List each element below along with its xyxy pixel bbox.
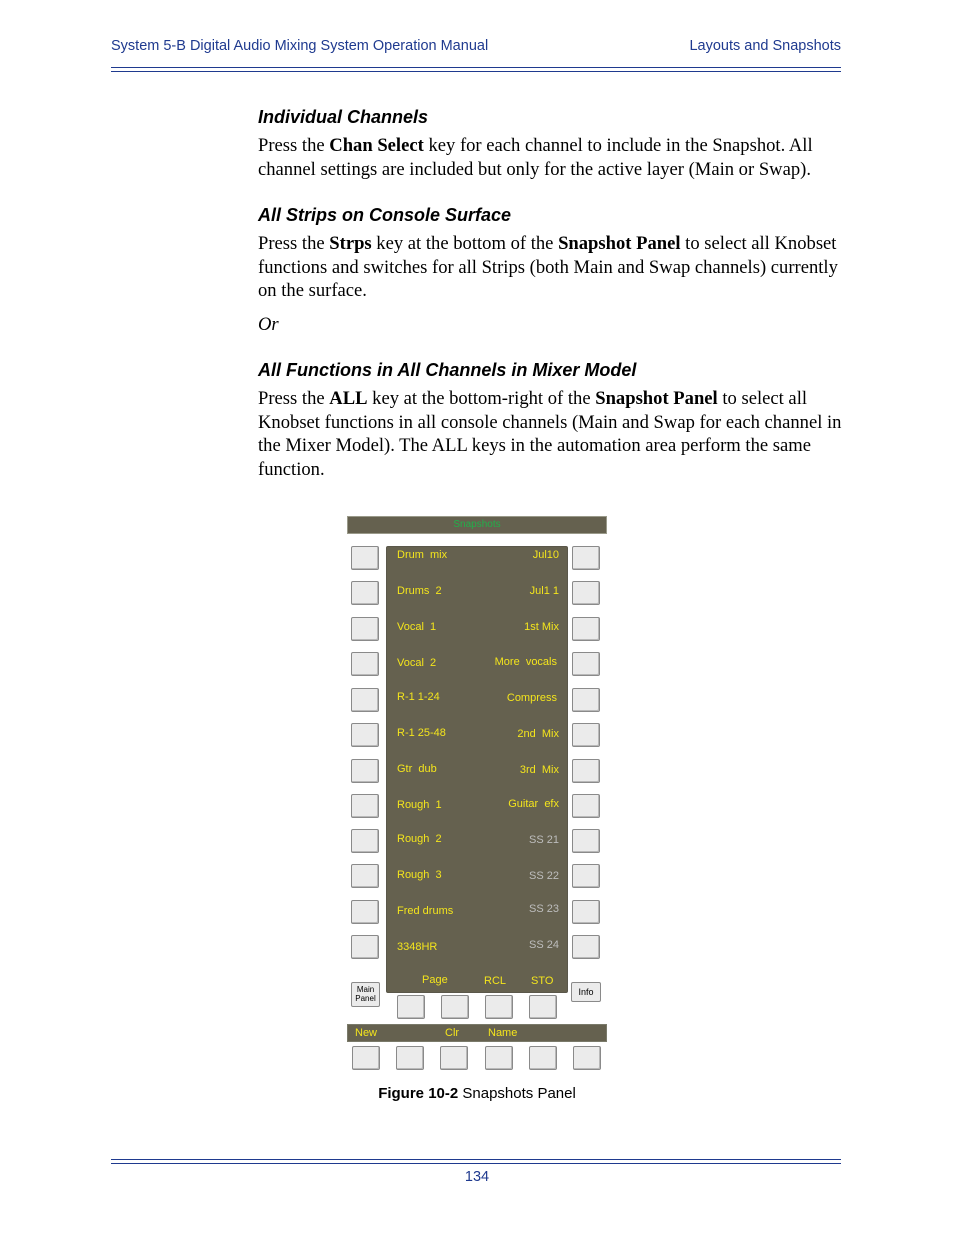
clr-button[interactable] [440,1046,468,1070]
snapshot-name-right: SS 23 [529,903,559,915]
snapshot-name-left: R-1 1-24 [397,691,440,703]
snapshot-name-right: SS 22 [529,870,559,882]
panel-title: Snapshots [453,519,501,530]
snapshot-select-key-right-6[interactable] [572,723,600,747]
bottom-key-6[interactable] [573,1046,601,1070]
snapshot-name-right: More vocals [494,656,557,668]
snapshot-select-key-right-11[interactable] [572,900,600,924]
snapshot-name-right: SS 21 [529,834,559,846]
snapshot-name-left: R-1 25-48 [397,727,446,739]
rcl-softkey[interactable] [485,995,513,1019]
snapshot-name-left: Gtr dub [397,763,437,775]
snapshot-select-key-right-5[interactable] [572,688,600,712]
footer-rule-bottom [111,1163,841,1164]
snapshot-select-key-left-6[interactable] [351,723,379,747]
snapshot-name-right: 2nd Mix [517,728,559,740]
paragraph-all-functions: Press the ALL key at the bottom-right of the Snapshot Panel to select all Knobset functions in all console channels (Main and Swap for each channel in the Mixer Model). The ALL keys in the automation area perform the same function. [258,388,842,480]
header-rule-bottom [111,71,841,72]
snapshot-name-left: Rough 3 [397,869,442,881]
snapshot-select-key-left-7[interactable] [351,759,379,783]
snapshot-select-key-right-4[interactable] [572,652,600,676]
snapshot-select-key-right-3[interactable] [572,617,600,641]
heading-all-functions: All Functions in All Channels in Mixer Model [258,360,637,380]
clr-label: Clr [445,1027,460,1039]
snapshot-name-left: Vocal 2 [397,657,437,669]
softkey-2[interactable] [441,995,469,1019]
snapshot-name-right: SS 24 [529,939,559,951]
footer-rule-top [111,1159,841,1160]
new-label: New [355,1027,378,1039]
or-text: Or [258,314,279,335]
page-softkey[interactable] [397,995,425,1019]
snapshot-name-left: Drum mix [397,549,448,561]
snapshot-name-left: Fred drums [397,905,454,917]
sto-softkey[interactable] [529,995,557,1019]
running-header-title: System 5-B Digital Audio Mixing System Operation Manual [111,38,489,54]
snapshot-name-right: Jul1 1 [529,585,559,597]
page-number: 134 [464,1169,490,1185]
sto-softkey-label: STO [531,975,554,987]
main-panel-button[interactable]: Main Panel [351,982,380,1007]
snapshot-name-right: Compress [506,692,557,704]
snapshot-select-key-left-8[interactable] [351,794,379,818]
name-button[interactable] [485,1046,513,1070]
bottom-key-2[interactable] [396,1046,424,1070]
snapshot-name-right: 3rd Mix [519,764,559,776]
snapshot-select-key-left-12[interactable] [351,935,379,959]
snapshot-select-key-left-9[interactable] [351,829,379,853]
paragraph-individual-channels: Press the Chan Select key for each channel to include in the Snapshot. All channel settings are included but only for the active layer (Main or Swap). [258,135,813,180]
snapshot-select-key-left-5[interactable] [351,688,379,712]
snapshot-select-key-left-3[interactable] [351,617,379,641]
snapshot-name-left: Drums 2 [397,585,442,597]
name-label: Name [488,1027,518,1039]
snapshot-select-key-right-2[interactable] [572,581,600,605]
header-rule-top [111,67,841,68]
running-header-section: Layouts and Snapshots [689,38,841,54]
figure-caption: Figure 10-2 Snapshots Panel [378,1085,576,1102]
snapshot-name-right: 1st Mix [524,621,559,633]
snapshot-select-key-right-10[interactable] [572,864,600,888]
new-button[interactable] [352,1046,380,1070]
page-softkey-label: Page [422,974,448,986]
snapshot-select-key-left-10[interactable] [351,864,379,888]
snapshot-select-key-right-8[interactable] [572,794,600,818]
snapshot-select-key-right-7[interactable] [572,759,600,783]
snapshot-name-left: Vocal 1 [397,621,437,633]
bottom-key-5[interactable] [529,1046,557,1070]
snapshot-name-right: Guitar efx [508,798,559,810]
info-button[interactable]: Info [571,982,601,1002]
snapshot-select-key-left-1[interactable] [351,546,379,570]
snapshot-name-left: Rough 1 [397,799,442,811]
rcl-softkey-label: RCL [484,975,507,987]
heading-all-strips: All Strips on Console Surface [258,205,512,225]
paragraph-all-strips: Press the Strps key at the bottom of the Snapshot Panel to select all Knobset functions and switches for all Strips (both Main and Swap channels) currently on the surface. [258,233,838,302]
snapshot-select-key-right-9[interactable] [572,829,600,853]
snapshot-select-key-right-1[interactable] [572,546,600,570]
snapshot-name-left: 3348HR [397,941,438,953]
snapshot-select-key-left-4[interactable] [351,652,379,676]
snapshot-name-left: Rough 2 [397,833,442,845]
heading-individual-channels: Individual Channels [258,107,429,127]
snapshot-select-key-left-2[interactable] [351,581,379,605]
panel-title-bar [347,516,607,534]
bottom-function-bar [347,1024,607,1042]
snapshot-name-right: Jul10 [532,549,559,561]
snapshot-select-key-right-12[interactable] [572,935,600,959]
snapshot-select-key-left-11[interactable] [351,900,379,924]
